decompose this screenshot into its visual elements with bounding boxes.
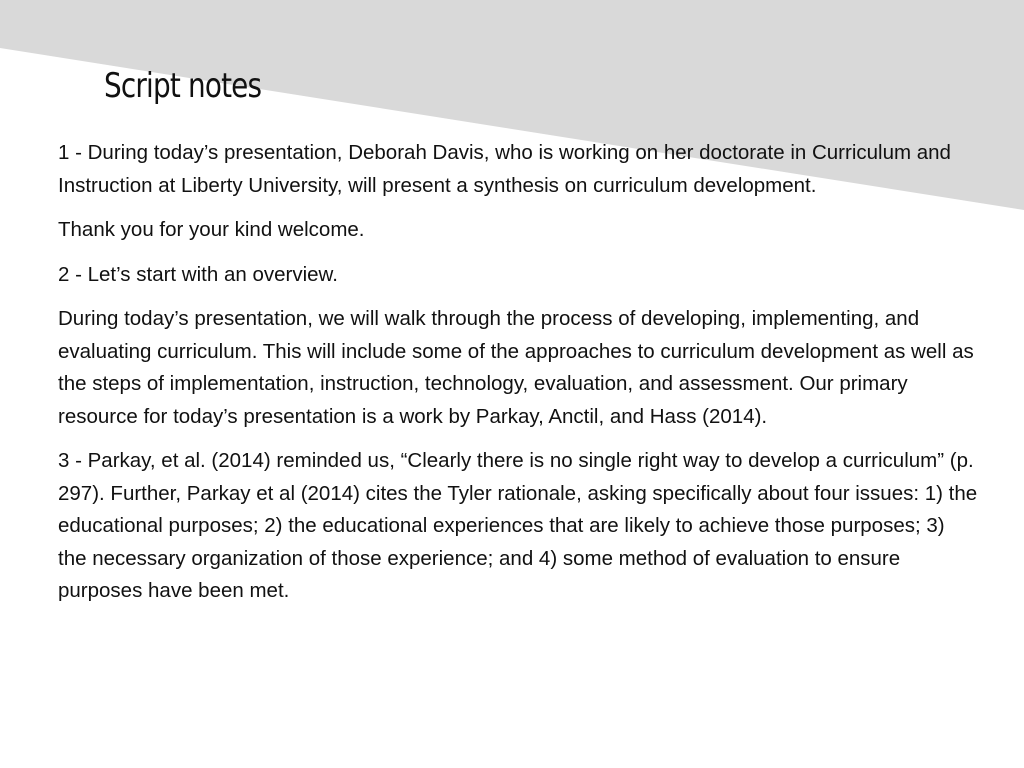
slide-body <box>58 137 978 620</box>
paragraph-4: During today’s presentation, we will walk through the process of developing, implementing, and evaluating curriculum. This will include some of the approaches to curriculum development as well as the steps of implementation, instruction, technology, evaluation, and assessment. Our primary resource for today’s presentation is a work by Parkay, Anctil, and Hass (2014). <box>58 307 974 428</box>
paragraph-3: 2 - Let’s start with an overview. <box>58 262 338 286</box>
paragraph-5: 3 - Parkay, et al. (2014) reminded us, “Clearly there is no single right way to develop a curriculum” (p. 297). Further, Parkay et al (2014) cites the Tyler rationale, asking specifically about four issues: 1) the educational purposes; 2) the educational experiences that are likely to achieve those purposes; 3) the necessary organization of those experience; and 4) some method of evaluation to ensure purposes have been met. <box>58 449 978 602</box>
paragraph-2: Thank you for your kind welcome. <box>58 218 365 241</box>
paragraph-1: 1 - During today’s presentation, Deborah Davis, who is working on her doctorate in Curriculum and Instruction at Liberty University, will present a synthesis on curriculum development. <box>58 141 951 197</box>
slide-title: Script notes <box>104 66 262 106</box>
